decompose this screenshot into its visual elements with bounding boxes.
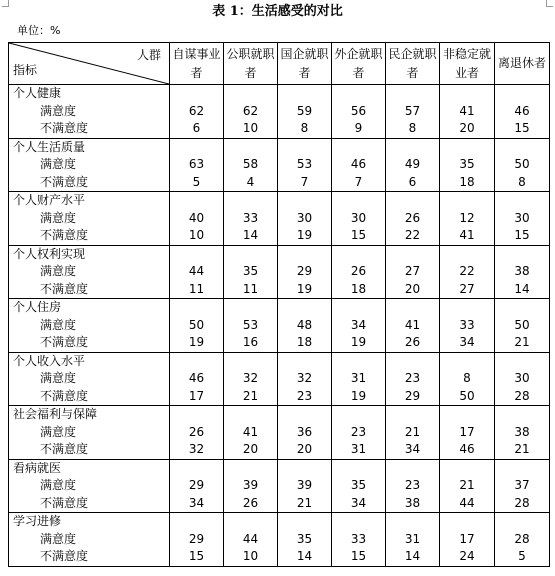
satisfied-label: 满意度	[9, 317, 170, 335]
empty-cell	[278, 459, 332, 477]
satisfied-value: 53	[278, 156, 332, 174]
satisfied-label: 满意度	[9, 263, 170, 281]
indicator-row	[9, 459, 550, 477]
satisfied-value: 23	[386, 370, 440, 388]
satisfied-value: 29	[170, 531, 224, 549]
empty-cell	[170, 459, 224, 477]
unsatisfied-value: 34	[386, 441, 440, 459]
satisfied-row	[9, 317, 550, 335]
unsatisfied-value: 21	[495, 334, 550, 352]
empty-cell	[386, 192, 440, 210]
satisfied-value: 35	[224, 263, 278, 281]
unsatisfied-value: 24	[440, 548, 495, 566]
satisfied-value: 32	[224, 370, 278, 388]
satisfied-value: 50	[170, 317, 224, 335]
empty-cell	[224, 245, 278, 263]
satisfied-value: 63	[170, 156, 224, 174]
satisfied-row	[9, 477, 550, 495]
empty-cell	[495, 245, 550, 263]
satisfied-value: 34	[332, 317, 386, 335]
unsatisfied-value: 19	[278, 227, 332, 245]
empty-cell	[170, 192, 224, 210]
unsatisfied-value: 6	[386, 174, 440, 192]
empty-cell	[170, 245, 224, 263]
empty-cell	[224, 192, 278, 210]
category-header: 外企就职者	[332, 43, 386, 85]
satisfied-value: 48	[278, 317, 332, 335]
satisfied-value: 57	[386, 103, 440, 121]
satisfied-label: 满意度	[9, 210, 170, 228]
satisfied-value: 38	[495, 263, 550, 281]
unit-label: 单位：%	[17, 24, 61, 37]
satisfied-value: 29	[278, 263, 332, 281]
satisfied-value: 56	[332, 103, 386, 121]
indicator-name: 个人生活质量	[9, 138, 170, 156]
empty-cell	[386, 406, 440, 424]
satisfied-row	[9, 370, 550, 388]
table-body	[9, 85, 550, 567]
table-title: 表 1：生活感受的对比	[212, 4, 343, 19]
indicator-row	[9, 513, 550, 531]
satisfied-row	[9, 263, 550, 281]
empty-cell	[386, 352, 440, 370]
unsatisfied-value: 14	[495, 281, 550, 299]
unsatisfied-label: 不满意度	[9, 548, 170, 566]
empty-cell	[170, 513, 224, 531]
empty-cell	[386, 85, 440, 103]
unsatisfied-value: 8	[495, 174, 550, 192]
empty-cell	[224, 513, 278, 531]
empty-cell	[440, 192, 495, 210]
indicator-row	[9, 138, 550, 156]
satisfaction-table	[8, 42, 550, 567]
satisfied-value: 46	[495, 103, 550, 121]
category-header: 民企就职者	[386, 43, 440, 85]
unsatisfied-value: 41	[440, 227, 495, 245]
empty-cell	[278, 513, 332, 531]
satisfied-value: 17	[440, 531, 495, 549]
satisfied-value: 46	[170, 370, 224, 388]
unsatisfied-value: 44	[440, 495, 495, 513]
empty-cell	[278, 406, 332, 424]
unsatisfied-row	[9, 388, 550, 406]
empty-cell	[278, 138, 332, 156]
unsatisfied-row	[9, 441, 550, 459]
satisfied-value: 21	[386, 424, 440, 442]
satisfied-value: 38	[495, 424, 550, 442]
empty-cell	[440, 459, 495, 477]
empty-cell	[332, 352, 386, 370]
satisfied-value: 58	[224, 156, 278, 174]
empty-cell	[440, 352, 495, 370]
column-group-label: 人群	[136, 48, 161, 62]
unsatisfied-row	[9, 548, 550, 566]
empty-cell	[440, 85, 495, 103]
empty-cell	[440, 138, 495, 156]
empty-cell	[224, 406, 278, 424]
indicator-row	[9, 245, 550, 263]
unsatisfied-label: 不满意度	[9, 227, 170, 245]
satisfied-row	[9, 531, 550, 549]
satisfied-value: 36	[278, 424, 332, 442]
empty-cell	[495, 513, 550, 531]
unsatisfied-value: 14	[278, 548, 332, 566]
unsatisfied-value: 17	[170, 388, 224, 406]
unsatisfied-value: 19	[332, 388, 386, 406]
unsatisfied-value: 8	[278, 120, 332, 138]
unsatisfied-label: 不满意度	[9, 281, 170, 299]
indicator-name: 学习进修	[9, 513, 170, 531]
satisfied-value: 41	[440, 103, 495, 121]
empty-cell	[440, 299, 495, 317]
empty-cell	[224, 352, 278, 370]
satisfied-label: 满意度	[9, 477, 170, 495]
empty-cell	[170, 138, 224, 156]
satisfied-label: 满意度	[9, 370, 170, 388]
unsatisfied-row	[9, 227, 550, 245]
unsatisfied-value: 21	[278, 495, 332, 513]
indicator-name: 个人健康	[9, 85, 170, 103]
unsatisfied-value: 18	[440, 174, 495, 192]
empty-cell	[386, 299, 440, 317]
category-header: 离退休者	[495, 43, 550, 85]
unsatisfied-value: 22	[386, 227, 440, 245]
satisfied-value: 17	[440, 424, 495, 442]
empty-cell	[495, 406, 550, 424]
category-header: 国企就职者	[278, 43, 332, 85]
category-header: 非稳定就业者	[440, 43, 495, 85]
indicator-name: 个人权利实现	[9, 245, 170, 263]
satisfied-value: 30	[495, 210, 550, 228]
empty-cell	[386, 138, 440, 156]
satisfied-value: 32	[278, 370, 332, 388]
satisfied-row	[9, 424, 550, 442]
satisfied-label: 满意度	[9, 531, 170, 549]
category-header: 公职就职者	[224, 43, 278, 85]
satisfied-value: 26	[332, 263, 386, 281]
satisfied-value: 44	[224, 531, 278, 549]
satisfied-value: 31	[332, 370, 386, 388]
empty-cell	[224, 299, 278, 317]
empty-cell	[332, 85, 386, 103]
empty-cell	[440, 245, 495, 263]
satisfied-value: 62	[224, 103, 278, 121]
empty-cell	[386, 245, 440, 263]
indicator-row	[9, 352, 550, 370]
satisfied-label: 满意度	[9, 103, 170, 121]
empty-cell	[224, 459, 278, 477]
unsatisfied-row	[9, 281, 550, 299]
unsatisfied-value: 20	[386, 281, 440, 299]
empty-cell	[278, 192, 332, 210]
satisfied-label: 满意度	[9, 156, 170, 174]
satisfied-value: 33	[440, 317, 495, 335]
unsatisfied-value: 4	[224, 174, 278, 192]
satisfied-value: 26	[170, 424, 224, 442]
satisfied-value: 22	[440, 263, 495, 281]
satisfied-value: 30	[278, 210, 332, 228]
indicator-name: 个人收入水平	[9, 352, 170, 370]
unsatisfied-value: 6	[170, 120, 224, 138]
unsatisfied-value: 38	[386, 495, 440, 513]
satisfied-value: 41	[224, 424, 278, 442]
unsatisfied-label: 不满意度	[9, 388, 170, 406]
unsatisfied-value: 28	[495, 388, 550, 406]
satisfied-value: 33	[332, 531, 386, 549]
unsatisfied-value: 19	[332, 334, 386, 352]
unsatisfied-value: 26	[386, 334, 440, 352]
unsatisfied-label: 不满意度	[9, 120, 170, 138]
indicator-name: 看病就医	[9, 459, 170, 477]
unsatisfied-value: 11	[170, 281, 224, 299]
satisfied-value: 50	[495, 156, 550, 174]
satisfied-value: 30	[332, 210, 386, 228]
unsatisfied-value: 7	[278, 174, 332, 192]
corner-header-cell	[9, 43, 170, 85]
unsatisfied-value: 34	[332, 495, 386, 513]
empty-cell	[278, 85, 332, 103]
empty-cell	[170, 299, 224, 317]
unsatisfied-value: 9	[332, 120, 386, 138]
unsatisfied-value: 18	[332, 281, 386, 299]
satisfied-value: 27	[386, 263, 440, 281]
empty-cell	[495, 138, 550, 156]
satisfied-value: 23	[386, 477, 440, 495]
empty-cell	[170, 406, 224, 424]
satisfied-value: 62	[170, 103, 224, 121]
unsatisfied-label: 不满意度	[9, 174, 170, 192]
unsatisfied-value: 34	[170, 495, 224, 513]
satisfied-value: 50	[495, 317, 550, 335]
unsatisfied-value: 20	[440, 120, 495, 138]
indicator-name: 社会福利与保障	[9, 406, 170, 424]
satisfied-value: 41	[386, 317, 440, 335]
unsatisfied-label: 不满意度	[9, 334, 170, 352]
satisfied-value: 35	[332, 477, 386, 495]
unsatisfied-value: 32	[170, 441, 224, 459]
row-group-label: 指标	[13, 63, 38, 77]
empty-cell	[170, 85, 224, 103]
indicator-row	[9, 299, 550, 317]
empty-cell	[495, 352, 550, 370]
unsatisfied-value: 16	[224, 334, 278, 352]
empty-cell	[332, 459, 386, 477]
unsatisfied-value: 28	[495, 495, 550, 513]
satisfied-value: 40	[170, 210, 224, 228]
unsatisfied-value: 15	[170, 548, 224, 566]
empty-cell	[495, 299, 550, 317]
unsatisfied-value: 50	[440, 388, 495, 406]
empty-cell	[495, 459, 550, 477]
unsatisfied-value: 19	[170, 334, 224, 352]
empty-cell	[386, 459, 440, 477]
satisfied-row	[9, 210, 550, 228]
unsatisfied-value: 21	[495, 441, 550, 459]
satisfied-value: 8	[440, 370, 495, 388]
unsatisfied-value: 18	[278, 334, 332, 352]
satisfied-value: 46	[332, 156, 386, 174]
satisfied-value: 21	[440, 477, 495, 495]
indicator-row	[9, 192, 550, 210]
empty-cell	[224, 138, 278, 156]
satisfied-value: 44	[170, 263, 224, 281]
empty-cell	[440, 513, 495, 531]
satisfied-row	[9, 103, 550, 121]
unsatisfied-value: 26	[224, 495, 278, 513]
unsatisfied-value: 10	[170, 227, 224, 245]
satisfied-label: 满意度	[9, 424, 170, 442]
unsatisfied-row	[9, 495, 550, 513]
unsatisfied-value: 5	[495, 548, 550, 566]
empty-cell	[332, 192, 386, 210]
satisfied-value: 39	[224, 477, 278, 495]
empty-cell	[440, 406, 495, 424]
indicator-row	[9, 85, 550, 103]
indicator-name: 个人住房	[9, 299, 170, 317]
satisfied-value: 35	[440, 156, 495, 174]
unsatisfied-value: 15	[332, 548, 386, 566]
empty-cell	[495, 85, 550, 103]
empty-cell	[278, 299, 332, 317]
satisfied-value: 26	[386, 210, 440, 228]
satisfied-value: 30	[495, 370, 550, 388]
unsatisfied-value: 29	[386, 388, 440, 406]
unsatisfied-label: 不满意度	[9, 495, 170, 513]
empty-cell	[495, 192, 550, 210]
unsatisfied-value: 15	[332, 227, 386, 245]
unsatisfied-value: 15	[495, 120, 550, 138]
unsatisfied-value: 20	[278, 441, 332, 459]
unsatisfied-value: 14	[224, 227, 278, 245]
unsatisfied-value: 21	[224, 388, 278, 406]
satisfied-value: 28	[495, 531, 550, 549]
satisfied-value: 39	[278, 477, 332, 495]
empty-cell	[332, 406, 386, 424]
empty-cell	[224, 85, 278, 103]
unsatisfied-row	[9, 120, 550, 138]
unsatisfied-value: 11	[224, 281, 278, 299]
unsatisfied-value: 31	[332, 441, 386, 459]
unsatisfied-value: 10	[224, 120, 278, 138]
unsatisfied-value: 7	[332, 174, 386, 192]
satisfied-value: 33	[224, 210, 278, 228]
satisfied-value: 12	[440, 210, 495, 228]
empty-cell	[332, 513, 386, 531]
indicator-name: 个人财产水平	[9, 192, 170, 210]
empty-cell	[332, 138, 386, 156]
empty-cell	[170, 352, 224, 370]
unsatisfied-label: 不满意度	[9, 441, 170, 459]
satisfied-value: 35	[278, 531, 332, 549]
unsatisfied-value: 5	[170, 174, 224, 192]
satisfied-value: 29	[170, 477, 224, 495]
unsatisfied-value: 23	[278, 388, 332, 406]
unsatisfied-value: 34	[440, 334, 495, 352]
empty-cell	[332, 245, 386, 263]
unsatisfied-value: 15	[495, 227, 550, 245]
unsatisfied-value: 27	[440, 281, 495, 299]
unsatisfied-value: 8	[386, 120, 440, 138]
empty-cell	[278, 352, 332, 370]
satisfied-value: 31	[386, 531, 440, 549]
header-row	[9, 43, 550, 85]
unsatisfied-value: 46	[440, 441, 495, 459]
unsatisfied-value: 20	[224, 441, 278, 459]
category-header: 自谋事业者	[170, 43, 224, 85]
satisfied-row	[9, 156, 550, 174]
empty-cell	[332, 299, 386, 317]
indicator-row	[9, 406, 550, 424]
satisfied-value: 49	[386, 156, 440, 174]
satisfied-value: 59	[278, 103, 332, 121]
unsatisfied-value: 14	[386, 548, 440, 566]
empty-cell	[278, 245, 332, 263]
satisfied-value: 37	[495, 477, 550, 495]
satisfied-value: 53	[224, 317, 278, 335]
empty-cell	[386, 513, 440, 531]
unsatisfied-value: 19	[278, 281, 332, 299]
satisfied-value: 23	[332, 424, 386, 442]
unsatisfied-row	[9, 334, 550, 352]
unsatisfied-row	[9, 174, 550, 192]
unsatisfied-value: 10	[224, 548, 278, 566]
